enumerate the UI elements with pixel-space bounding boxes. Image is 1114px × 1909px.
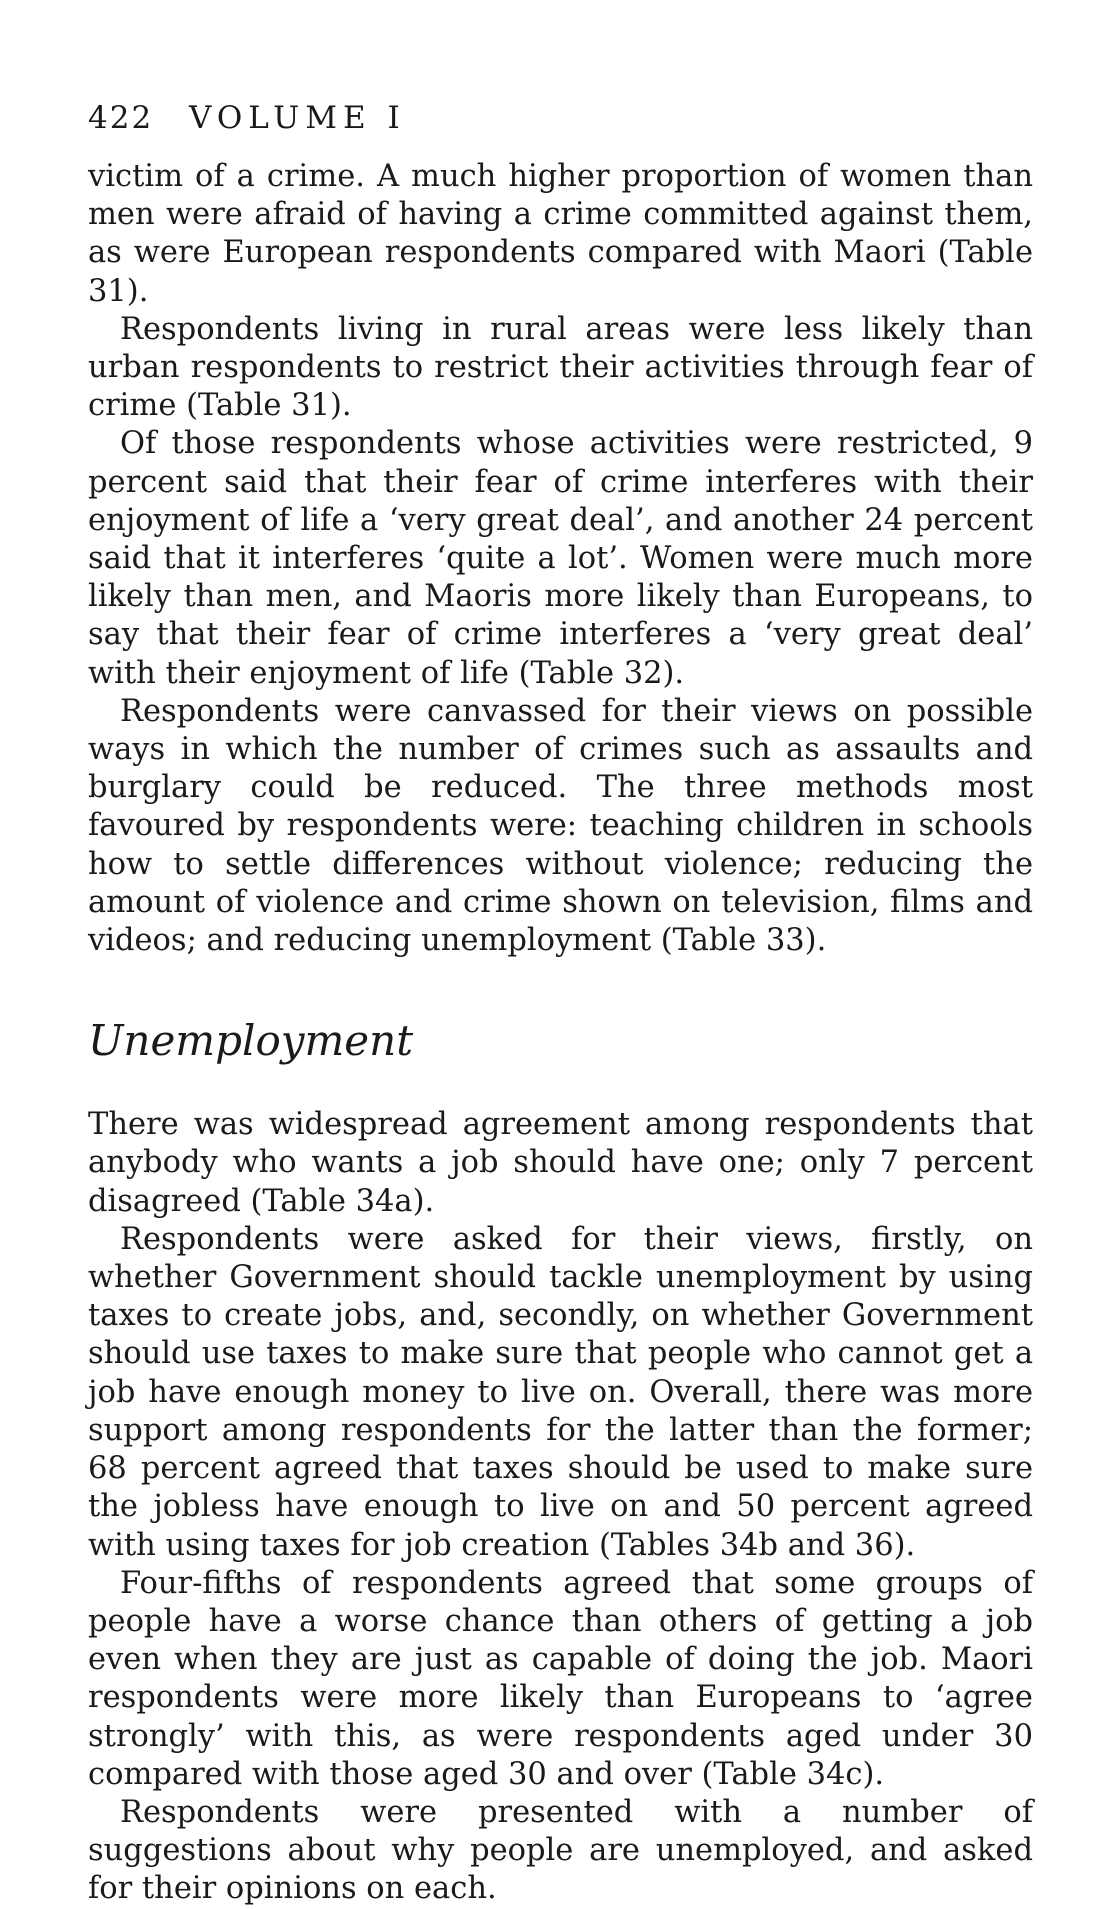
paragraph: There was widespread agreement among respondents that anybody who wants a job should have one; only 7 percent disagreed (Table 34a). <box>88 1107 1033 1219</box>
paragraph: Respondents were asked for their views, firstly, on whether Government should tackle unemployment by using taxes to create jobs, and, secondly, on whether Government should use taxes to make sure that people who cannot get a job have enough money to live on. Overall, there was more support among respondents for the latter than the former; 68 percent agreed that taxes should be used to make sure the jobless have enough to live on and 50 percent agreed with using taxes for job creation (Tables 34b and 36). <box>88 1221 1033 1563</box>
page <box>88 100 1033 1909</box>
section-unemployment <box>88 1106 1033 1908</box>
page-number: 422 <box>88 100 154 136</box>
section-heading: Unemployment <box>88 1016 414 1066</box>
paragraph: Respondents were presented with a number of suggestions about why people are unemployed, and asked for their opinions on each. <box>88 1794 1033 1907</box>
running-title: VOLUME I <box>189 100 406 136</box>
paragraph: Respondents were canvassed for their views on possible ways in which the number of crimes such as assaults and burglary could be reduced. The three methods most favoured by respondents were: teaching children in schools how to settle differences without violence; reducing the amount of violence and crime shown on television, films and videos; and reducing unemployment (Table 33). <box>88 693 1033 959</box>
section-crime <box>88 158 1033 960</box>
paragraph: Of those respondents whose activities were restricted, 9 percent said that their fear of crime interferes with their enjoyment of life a ‘very great deal’, and another 24 percent said that it interferes ‘quite a lot’. Women were much more likely than men, and Maoris more likely than Europeans, to say that their fear of crime interferes a ‘very great deal’ with their enjoyment of life (Table 32). <box>88 426 1033 691</box>
paragraph: Four-fifths of respondents agreed that some groups of people have a worse chance than others of getting a job even when they are just as capable of doing the job. Maori respondents were more likely than Europeans to ‘agree strongly’ with this, as were respondents aged under 30 compared with those aged 30 and over (Table 34c). <box>88 1565 1033 1792</box>
paragraph: victim of a crime. A much higher proportion of women than men were afraid of having a crime committed against them, as were European respondents compared with Maori (Table 31). <box>88 159 1033 309</box>
running-header <box>88 100 1033 136</box>
paragraph: Respondents living in rural areas were less likely than urban respondents to restrict their activities through fear of crime (Table 31). <box>88 311 1033 424</box>
